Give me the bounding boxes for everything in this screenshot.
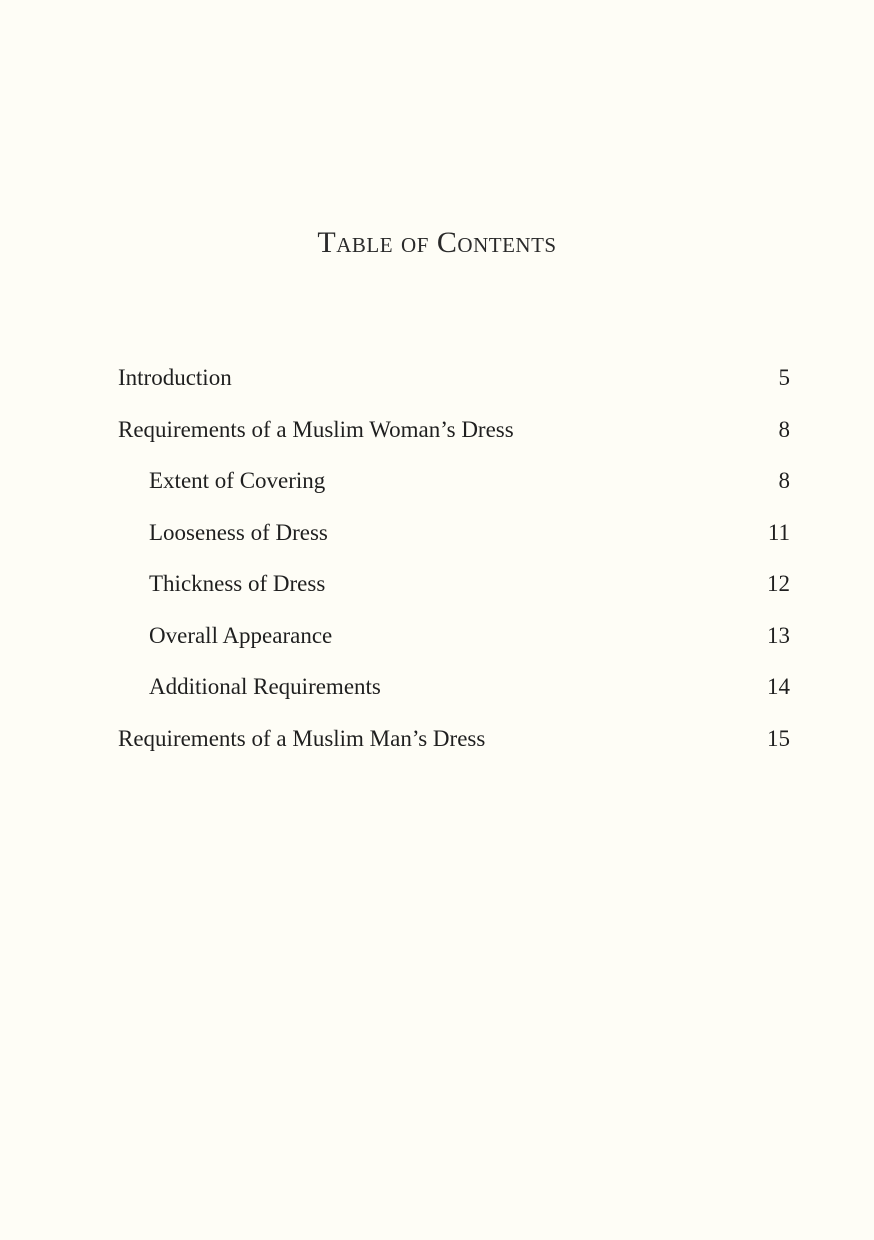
toc-entry-page-number: 15 bbox=[767, 725, 790, 751]
toc-entry-overall-appearance[interactable] bbox=[118, 610, 792, 662]
toc-entry-page-number: 13 bbox=[767, 622, 790, 648]
toc-entry-label: Overall Appearance bbox=[149, 622, 333, 648]
toc-entry-label: Requirements of a Muslim Woman’s Dress bbox=[118, 416, 514, 442]
toc-entry-label: Thickness of Dress bbox=[149, 571, 326, 597]
toc-entry-page-number: 8 bbox=[778, 416, 790, 442]
toc-entry-page-number: 5 bbox=[778, 365, 790, 391]
toc-entry-label: Looseness of Dress bbox=[149, 519, 328, 545]
toc-entry-page-number: 14 bbox=[767, 674, 790, 700]
toc-entry-label: Additional Requirements bbox=[149, 674, 381, 700]
toc-entry-label: Extent of Covering bbox=[149, 468, 326, 494]
toc-entry-label: Requirements of a Muslim Man’s Dress bbox=[118, 725, 486, 751]
toc-entry-extent-of-covering[interactable] bbox=[118, 455, 792, 507]
toc-entry-additional-requirements[interactable] bbox=[118, 661, 792, 713]
toc-entry-page-number: 11 bbox=[767, 519, 790, 545]
page-title: Table of Contents bbox=[317, 226, 557, 259]
toc-entry-looseness-of-dress[interactable] bbox=[118, 507, 792, 559]
toc-entry-page-number: 12 bbox=[767, 571, 790, 597]
toc-entry-page-number: 8 bbox=[778, 468, 790, 494]
toc-entry-thickness-of-dress[interactable] bbox=[118, 558, 792, 610]
table-of-contents bbox=[118, 352, 792, 764]
toc-entry-womans-dress[interactable] bbox=[118, 404, 792, 456]
toc-entry-label: Introduction bbox=[118, 365, 232, 391]
toc-entry-introduction[interactable] bbox=[118, 352, 792, 404]
toc-entry-mans-dress[interactable] bbox=[118, 713, 792, 765]
